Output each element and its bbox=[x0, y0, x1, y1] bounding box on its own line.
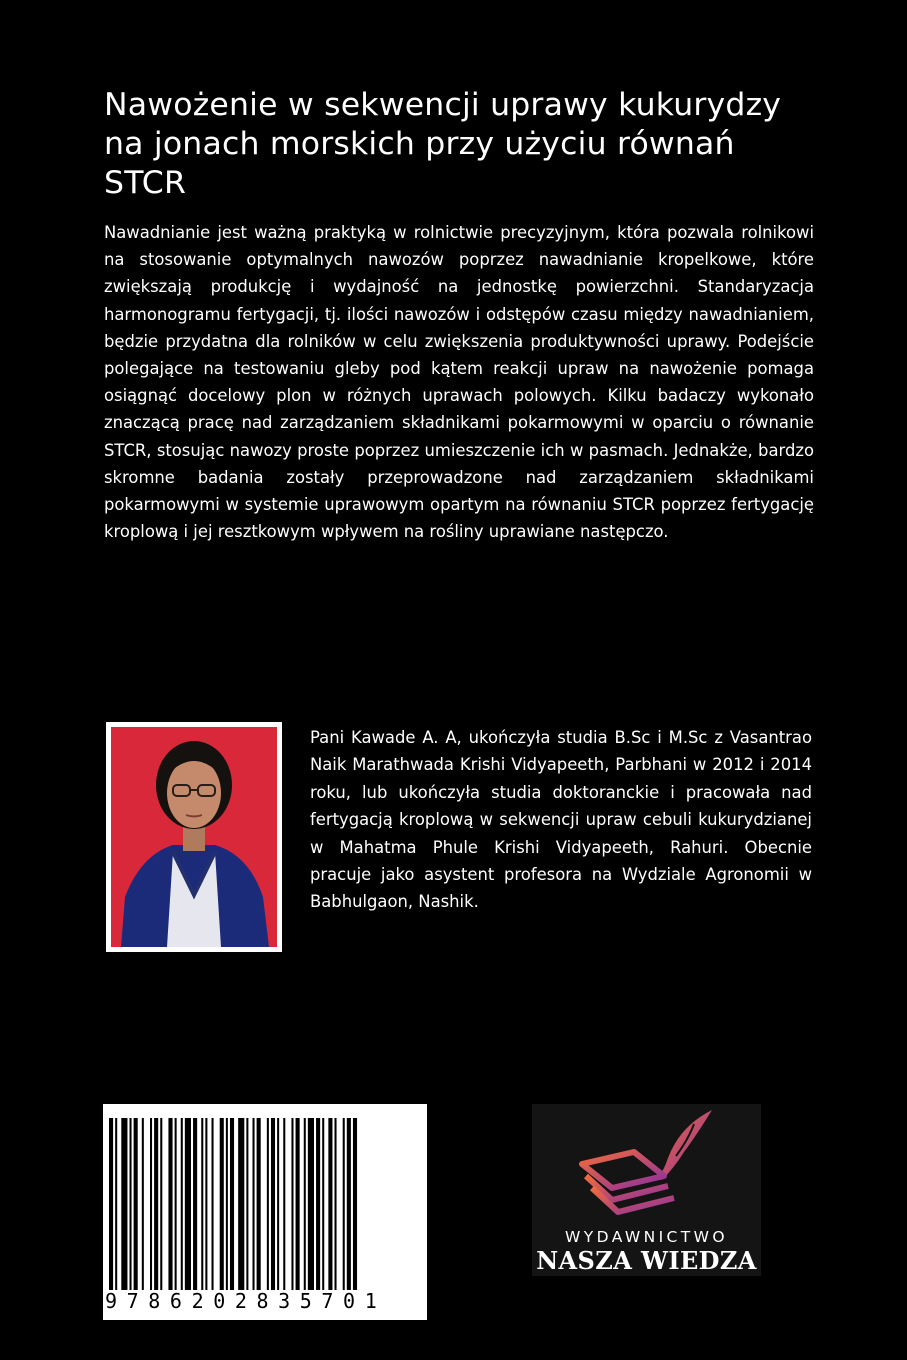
author-bio: Pani Kawade A. A, ukończyła studia B.Sc i M.Sc z Vasantrao Naik Marathwada Krishi Vidyapeeth, Parbhani w 2012 i 2014 roku, lub ukończyła studia doktoranckie i pracowała nad fertygacją kroplową w sekwencji upraw cebuli kukurydzianej w Mahatma Phule Krishi Vidyapeeth, Rahuri. Obecnie pracuje jako asystent profesora na Wydziale Agronomii w Babhulgaon, Nashik. bbox=[310, 728, 812, 912]
publisher-label: WYDAWNICTWO bbox=[565, 1228, 728, 1246]
barcode-bars-graphic bbox=[109, 1118, 421, 1290]
publisher-logo bbox=[532, 1104, 761, 1276]
book-description: Nawadnianie jest ważną praktyką w rolnictwie precyzyjnym, która pozwala rolnikowi na stosowanie optymalnych nawozów poprzez nawadnianie kropelkowe, które zwiększają produkcję i wydajność na jednostkę powierzchni. Standaryzacja harmonogramu fertygacji, tj. ilości nawozów i odstępów czasu między nawadnianiem, będzie przydatna dla rolników w celu zwiększenia produktywności uprawy. Podejście polegające na testowaniu gleby pod kątem reakcji upraw na nawożenie pomaga osiągnąć docelowy plon w różnych uprawach polowych. Kilku badaczy wykonało znaczącą pracę nad zarządzaniem składnikami pokarmowymi w oparciu o równanie STCR, stosując nawozy proste poprzez umieszczenie ich w pasmach. Jednakże, bardzo skromne badania zostały przeprowadzone nad zarządzaniem składnikami pokarmowymi w systemie uprawowym opartym na równaniu STCR poprzez fertygację kroplową i jej resztkowym wpływem na rośliny uprawiane następczo. bbox=[104, 223, 814, 542]
isbn-barcode bbox=[103, 1104, 427, 1320]
author-portrait-image bbox=[111, 727, 277, 947]
barcode-number: 9786202835701 bbox=[105, 1289, 387, 1313]
book-title: Nawożenie w sekwencji uprawy kukurydzy na jonach morskich przy użyciu równań STCR bbox=[104, 87, 782, 201]
publisher-name: NASZA WIEDZA bbox=[536, 1246, 757, 1275]
author-photo bbox=[106, 722, 282, 952]
book-quill-icon bbox=[572, 1106, 722, 1216]
